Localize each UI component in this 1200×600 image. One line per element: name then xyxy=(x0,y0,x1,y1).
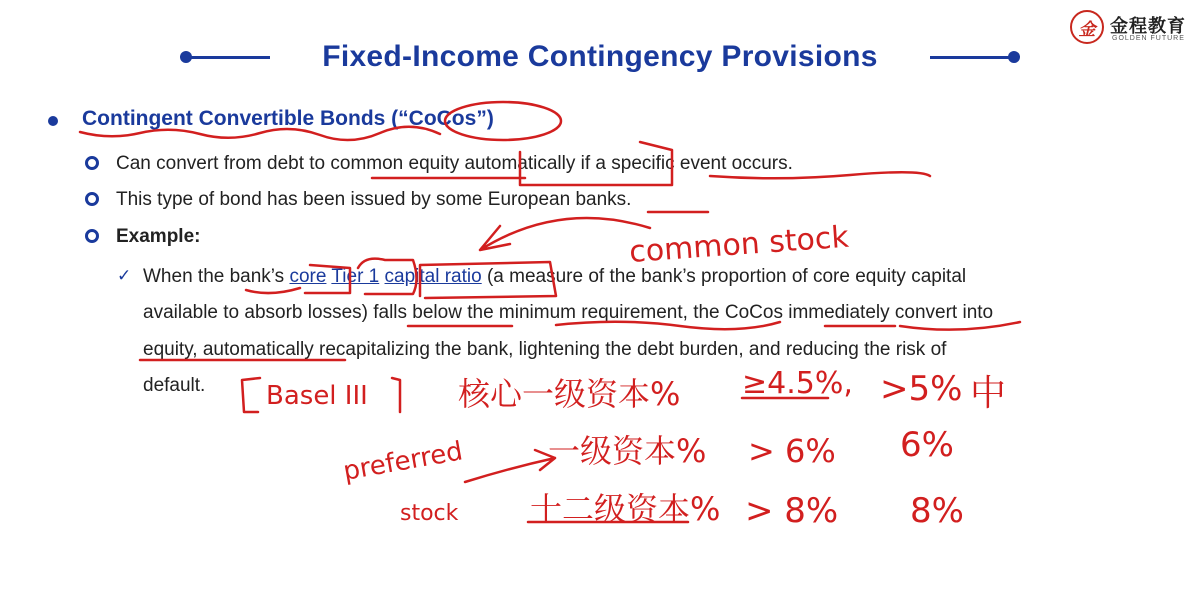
ink-row2-req: > 6% xyxy=(748,432,836,470)
title-rule-right xyxy=(930,56,1014,59)
example-line-2: available to absorb losses) falls below the minimum requirement, the CoCos immediately convert into xyxy=(143,302,994,323)
point-example-label: Example: xyxy=(116,226,201,247)
ink-basel-iii: Basel III xyxy=(266,381,368,411)
ink-row1-req: ≥4.5%, xyxy=(742,366,853,401)
title-dot-right-icon xyxy=(1008,51,1020,63)
link-core[interactable]: core xyxy=(289,266,327,287)
ink-row3-req: > 8% xyxy=(745,491,839,531)
ink-row1-val: >5% xyxy=(880,369,963,409)
basel-bracket-right xyxy=(392,378,400,412)
arrow-preferred-to-tier1 xyxy=(465,450,555,482)
example-line-1 xyxy=(143,266,966,288)
ink-row2-val: 6% xyxy=(900,425,954,465)
ink-row1-label: 核心一级资本% xyxy=(458,375,681,413)
arrow-to-tier1 xyxy=(480,218,650,250)
underline-bank xyxy=(246,288,300,293)
ink-row3-label: 十二级资本% xyxy=(530,490,721,528)
ink-stock: stock xyxy=(400,501,459,526)
slide-title-bar xyxy=(180,38,1020,78)
logo-seal-icon: 金 xyxy=(1070,10,1104,44)
brand-logo xyxy=(1070,8,1195,48)
ink-common-stock: common stock xyxy=(628,219,850,270)
example-line-3: equity, automatically recapitalizing the bank, lightening the debt burden, and reducing the risk of xyxy=(143,339,947,360)
section-heading: Contingent Convertible Bonds (“CoCos”) xyxy=(82,107,494,130)
sub-bullet-icon xyxy=(85,156,99,170)
example-text: When the bank’s xyxy=(143,266,290,287)
check-mark-icon: ✓ xyxy=(117,266,132,285)
logo-name-en: GOLDEN FUTURE xyxy=(1112,35,1185,42)
ink-row3-val: 8% xyxy=(910,491,964,531)
ink-preferred: preferred xyxy=(341,436,466,487)
point-issued: This type of bond has been issued by some European banks. xyxy=(116,189,632,210)
ink-row2-label: 一级资本% xyxy=(548,432,707,470)
example-text: (a measure of the bank’s proportion of core equity capital xyxy=(481,266,967,287)
logo-name-cn: 金程教育 xyxy=(1110,16,1186,37)
ink-row1-tail: 中 xyxy=(970,373,1007,414)
link-capital-ratio[interactable]: capital ratio xyxy=(384,266,482,287)
point-convert: Can convert from debt to common equity automatically if a specific event occurs. xyxy=(116,153,793,174)
example-line-4: default. xyxy=(143,375,206,396)
slide-title: Fixed-Income Contingency Provisions xyxy=(322,40,878,73)
sub-bullet-icon xyxy=(85,229,99,243)
sub-bullet-icon xyxy=(85,192,99,206)
link-tier-1[interactable]: Tier 1 xyxy=(331,266,380,287)
title-rule-left xyxy=(186,56,270,59)
basel-bracket xyxy=(242,378,260,412)
bullet-dot-icon xyxy=(48,116,58,126)
